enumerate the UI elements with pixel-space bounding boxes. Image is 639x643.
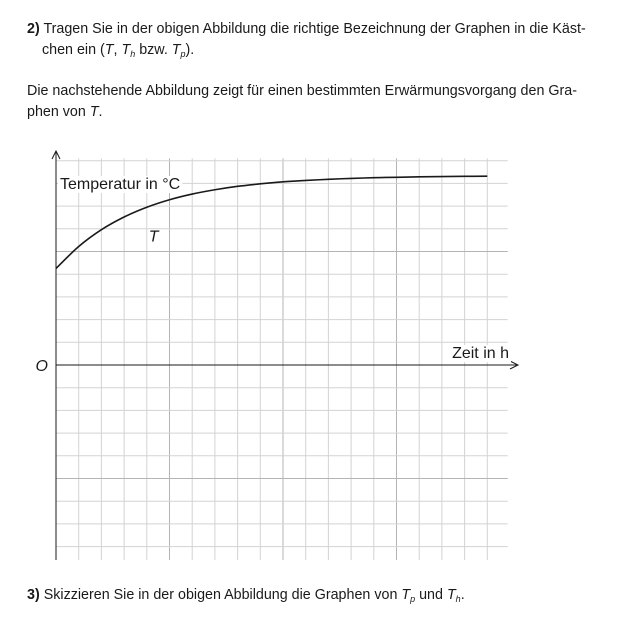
task-3-text-start: Skizzieren Sie in der obigen Abbildung die Graphen von (43, 587, 402, 603)
intro-line-2-start: phen von (27, 104, 90, 120)
symbol-Tp-base: T (171, 42, 181, 58)
series-label-T: T (148, 228, 159, 246)
symbol-T: T (104, 42, 114, 58)
task-2-line-2-start: chen ein ( (42, 42, 105, 58)
intro-line-1: Die nachstehende Abbildung zeigt für einen bestimmten Erwärmungsvorgang den Gra- (27, 83, 577, 99)
symbol-Tp-subscript: p (410, 594, 416, 604)
task-3-text-end: . (460, 587, 465, 603)
task-3-text-middle: und (415, 587, 447, 603)
symbol-Th-subscript: h (455, 594, 461, 604)
origin-label: O (35, 358, 48, 375)
chart-axes (52, 151, 518, 560)
task-3 (27, 585, 617, 606)
separator: bzw. (135, 42, 172, 58)
symbol-Tp-base: T (401, 587, 411, 603)
y-axis-label: Temperatur in °C (60, 176, 181, 193)
intro-line-2-end: . (98, 104, 103, 120)
symbol-Th-base: T (121, 42, 131, 58)
symbol-Th (447, 587, 461, 603)
symbol-Tp-subscript: p (180, 49, 186, 59)
x-axis-label: Zeit in h (452, 345, 509, 362)
chart-grid (56, 158, 508, 560)
symbol-T: T (89, 104, 99, 120)
task-2-line-1: Tragen Sie in der obigen Abbildung die richtige Bezeichnung der Graphen in die Käst- (43, 21, 586, 37)
task-3-number: 3) (27, 587, 40, 603)
task-2-number: 2) (27, 21, 40, 37)
symbol-Tp (401, 587, 415, 603)
symbol-Th-base: T (446, 587, 456, 603)
symbol-Th-subscript: h (130, 49, 136, 59)
separator: , (113, 42, 122, 58)
task-2-line-2-end: ). (185, 42, 195, 58)
